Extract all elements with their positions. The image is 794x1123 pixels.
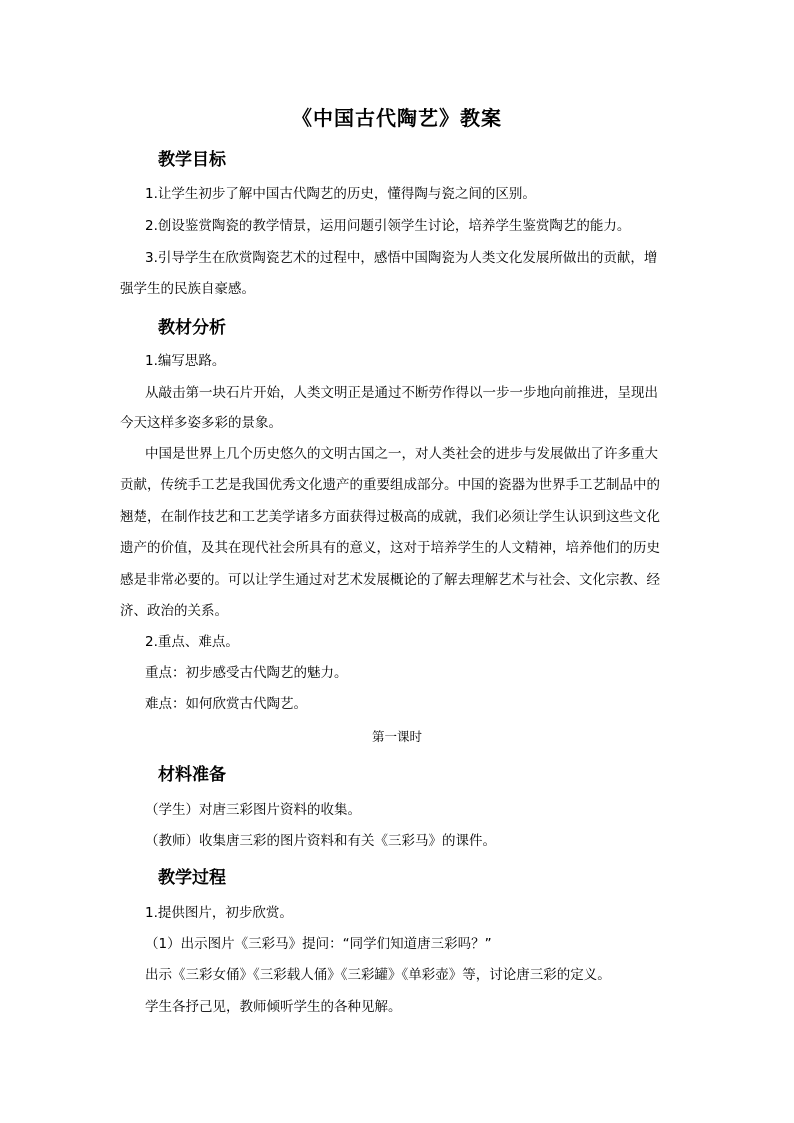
- key-point: 重点：初步感受古代陶艺的魅力。: [145, 665, 348, 681]
- goal-item-3-line-1: 3.引导学生在欣赏陶瓷艺术的过程中，感悟中国陶瓷为人类文化发展所做出的贡献，增: [145, 250, 658, 266]
- analysis-para-2-line-3: 翘楚，在制作技艺和工艺美学诸多方面获得过极高的成就，我们必须让学生认识到这些文化: [120, 509, 660, 525]
- process-step-1-1: （1）出示图片《三彩马》提问：“同学们知道唐三彩吗？”: [145, 936, 492, 952]
- analysis-para-2-line-6: 济、政治的关系。: [120, 603, 228, 619]
- heading-material-analysis: 教材分析: [158, 318, 226, 338]
- analysis-para-2-line-4: 遗产的价值，及其在现代社会所具有的意义，这对于培养学生的人文精神，培养他们的历史: [120, 540, 660, 556]
- analysis-para-2-line-2: 贡献，传统手工艺是我国优秀文化遗产的重要组成部分。中国的瓷器为世界手工艺制品中的: [120, 477, 660, 493]
- analysis-sub-2: 2.重点、难点。: [145, 634, 239, 650]
- difficulty-point: 难点：如何欣赏古代陶艺。: [145, 696, 307, 712]
- analysis-para-1-line-1: 从敲击第一块石片开始，人类文明正是通过不断劳作得以一步一步地向前推进，呈现出: [145, 385, 658, 401]
- lesson-label: 第一课时: [371, 729, 422, 744]
- heading-teaching-goals: 教学目标: [158, 150, 226, 170]
- heading-materials: 材料准备: [158, 765, 226, 785]
- goal-item-2: 2.创设鉴赏陶瓷的教学情景，运用问题引领学生讨论，培养学生鉴赏陶艺的能力。: [145, 218, 631, 234]
- analysis-sub-1: 1.编写思路。: [145, 353, 226, 369]
- process-step-1: 1.提供图片，初步欣赏。: [145, 905, 293, 921]
- materials-teacher: （教师）收集唐三彩的图片资料和有关《三彩马》的课件。: [145, 833, 496, 849]
- analysis-para-2-line-5: 感是非常必要的。可以让学生通过对艺术发展概论的了解去理解艺术与社会、文化宗教、经: [120, 572, 660, 588]
- materials-student: （学生）对唐三彩图片资料的收集。: [145, 802, 361, 818]
- goal-item-1: 1.让学生初步了解中国古代陶艺的历史，懂得陶与瓷之间的区别。: [145, 186, 536, 202]
- process-show-line: 出示《三彩女俑》《三彩载人俑》《三彩罐》《单彩壶》等，讨论唐三彩的定义。: [145, 967, 611, 983]
- analysis-para-2-line-1: 中国是世界上几个历史悠久的文明古国之一，对人类社会的进步与发展做出了许多重大: [145, 446, 658, 462]
- heading-teaching-process: 教学过程: [158, 868, 226, 888]
- document-title: 《中国古代陶艺》教案: [292, 106, 502, 130]
- process-students-line: 学生各抒己见，教师倾听学生的各种见解。: [145, 999, 402, 1015]
- goal-item-3-line-2: 强学生的民族自豪感。: [120, 281, 255, 297]
- analysis-para-1-line-2: 今天这样多姿多彩的景象。: [120, 415, 282, 431]
